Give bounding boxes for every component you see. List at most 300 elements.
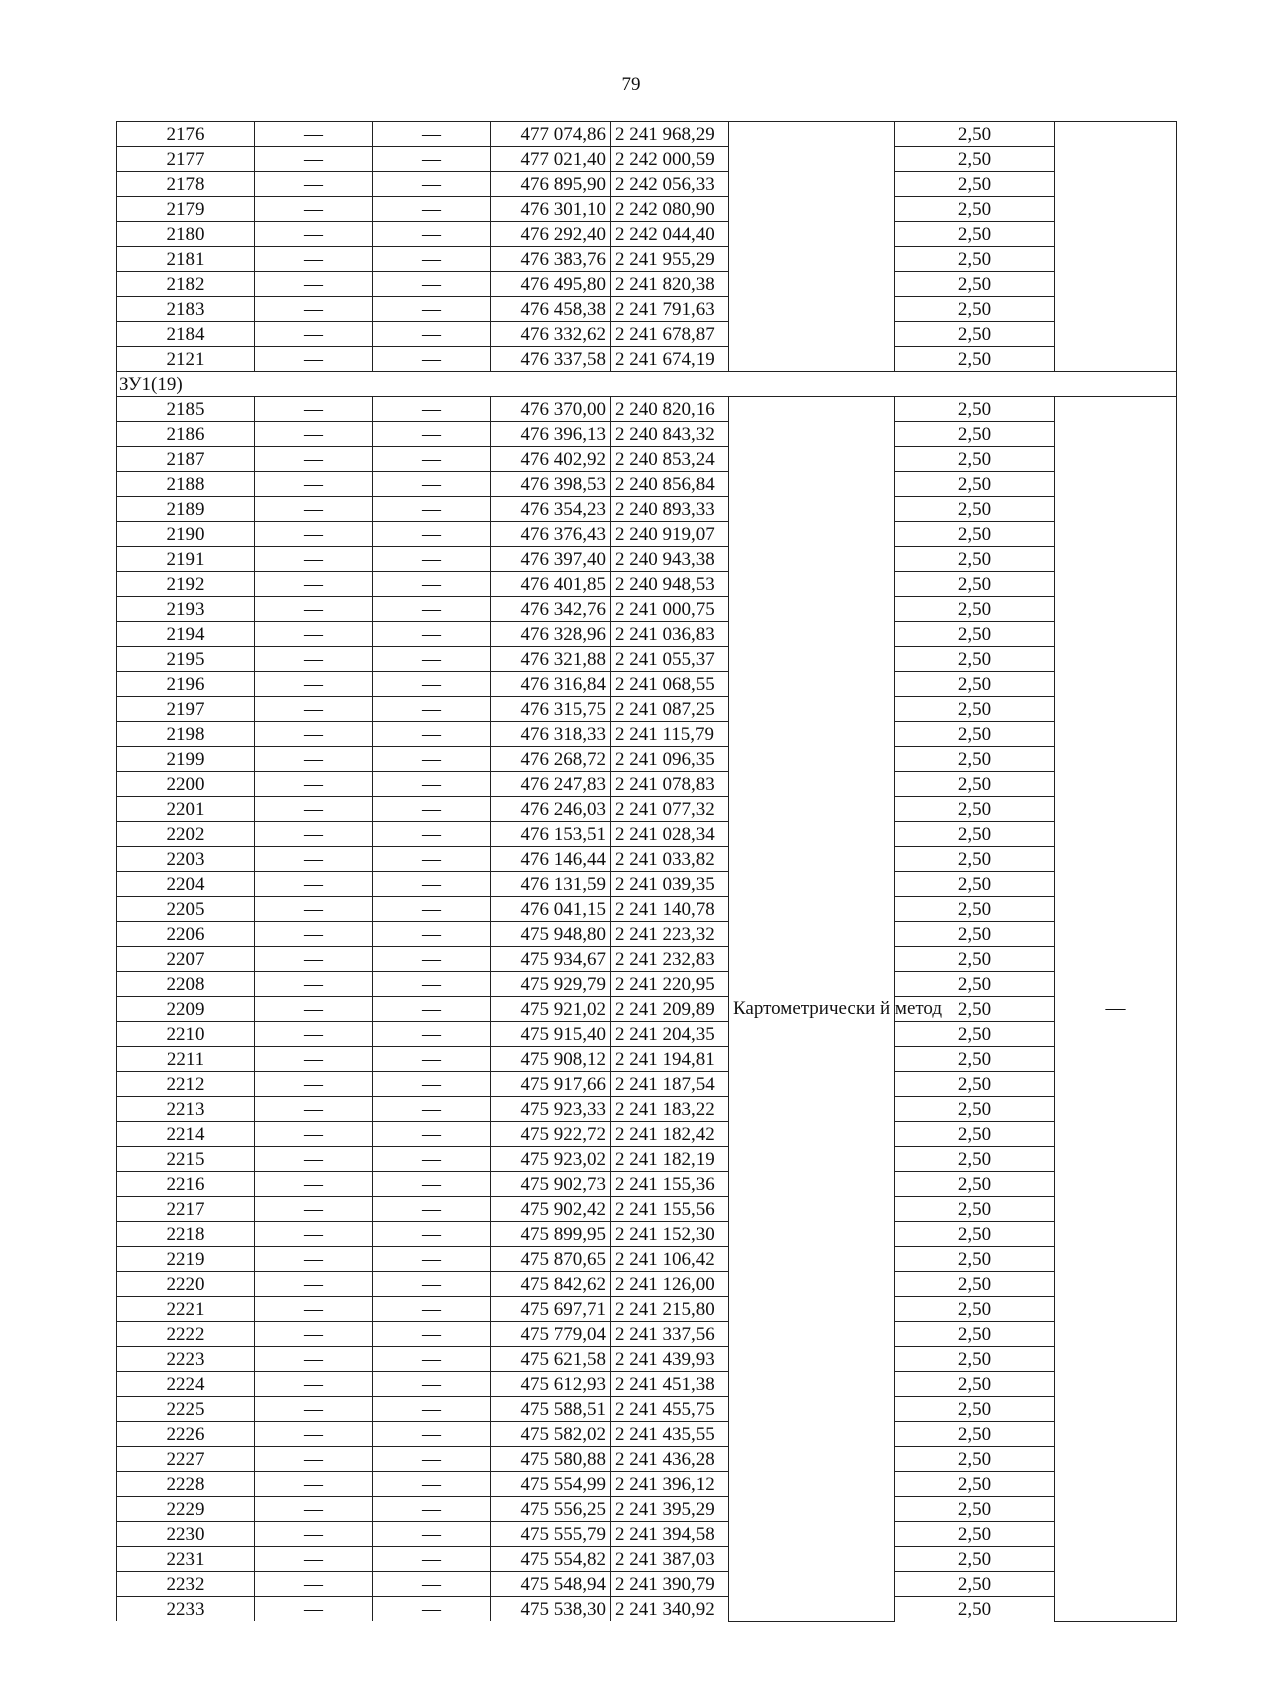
x-coordinate-cell: 476 396,13: [491, 422, 611, 447]
accuracy-cell: 2,50: [895, 1597, 1055, 1622]
table-row: [117, 1097, 1177, 1122]
dash-cell: —: [373, 897, 491, 922]
dash-cell: —: [373, 747, 491, 772]
accuracy-cell: 2,50: [895, 497, 1055, 522]
dash-cell: —: [373, 197, 491, 222]
accuracy-cell: 2,50: [895, 897, 1055, 922]
x-coordinate-cell: 475 921,02: [491, 997, 611, 1022]
accuracy-cell: 2,50: [895, 147, 1055, 172]
x-coordinate-cell: 475 870,65: [491, 1247, 611, 1272]
table-row: [117, 247, 1177, 272]
y-coordinate-cell: 2 241 340,92: [611, 1597, 729, 1622]
dash-cell: —: [373, 1072, 491, 1097]
dash-cell: —: [373, 947, 491, 972]
point-number-cell: 2232: [117, 1572, 255, 1597]
table-row: [117, 572, 1177, 597]
point-number-cell: 2121: [117, 347, 255, 372]
x-coordinate-cell: 475 555,79: [491, 1522, 611, 1547]
point-number-cell: 2198: [117, 722, 255, 747]
point-number-cell: 2189: [117, 497, 255, 522]
y-coordinate-cell: 2 241 209,89: [611, 997, 729, 1022]
accuracy-cell: 2,50: [895, 447, 1055, 472]
x-coordinate-cell: 475 612,93: [491, 1372, 611, 1397]
x-coordinate-cell: 476 337,58: [491, 347, 611, 372]
x-coordinate-cell: 475 842,62: [491, 1272, 611, 1297]
table-row: [117, 322, 1177, 347]
y-coordinate-cell: 2 241 394,58: [611, 1522, 729, 1547]
table-row: [117, 747, 1177, 772]
point-number-cell: 2200: [117, 772, 255, 797]
point-number-cell: 2178: [117, 172, 255, 197]
point-number-cell: 2182: [117, 272, 255, 297]
accuracy-cell: 2,50: [895, 397, 1055, 422]
dash-cell: —: [373, 822, 491, 847]
dash-cell: —: [373, 797, 491, 822]
dash-cell: —: [373, 1522, 491, 1547]
x-coordinate-cell: 475 548,94: [491, 1572, 611, 1597]
dash-cell: —: [373, 1322, 491, 1347]
accuracy-cell: 2,50: [895, 572, 1055, 597]
accuracy-cell: 2,50: [895, 1472, 1055, 1497]
table-row: [117, 1572, 1177, 1597]
dash-cell: —: [255, 272, 373, 297]
dash-cell: —: [255, 597, 373, 622]
table-row: [117, 972, 1177, 997]
dash-cell: —: [373, 497, 491, 522]
y-coordinate-cell: 2 241 435,55: [611, 1422, 729, 1447]
y-coordinate-cell: 2 240 843,32: [611, 422, 729, 447]
point-number-cell: 2226: [117, 1422, 255, 1447]
point-number-cell: 2205: [117, 897, 255, 922]
point-number-cell: 2213: [117, 1097, 255, 1122]
y-coordinate-cell: 2 241 337,56: [611, 1322, 729, 1347]
y-coordinate-cell: 2 241 126,00: [611, 1272, 729, 1297]
y-coordinate-cell: 2 242 044,40: [611, 222, 729, 247]
x-coordinate-cell: 476 268,72: [491, 747, 611, 772]
dash-cell: —: [373, 1272, 491, 1297]
last-column-cell: —: [1055, 397, 1177, 1622]
x-coordinate-cell: 475 779,04: [491, 1322, 611, 1347]
dash-cell: —: [255, 1372, 373, 1397]
dash-cell: —: [255, 322, 373, 347]
point-number-cell: 2180: [117, 222, 255, 247]
point-number-cell: 2185: [117, 397, 255, 422]
dash-cell: —: [255, 622, 373, 647]
dash-cell: —: [373, 997, 491, 1022]
accuracy-cell: 2,50: [895, 1072, 1055, 1097]
dash-cell: —: [373, 172, 491, 197]
table-row: [117, 397, 1177, 422]
y-coordinate-cell: 2 241 078,83: [611, 772, 729, 797]
dash-cell: —: [255, 1572, 373, 1597]
accuracy-cell: 2,50: [895, 1522, 1055, 1547]
accuracy-cell: 2,50: [895, 797, 1055, 822]
table-row: [117, 672, 1177, 697]
dash-cell: —: [373, 297, 491, 322]
dash-cell: —: [373, 1022, 491, 1047]
y-coordinate-cell: 2 241 215,80: [611, 1297, 729, 1322]
point-number-cell: 2218: [117, 1222, 255, 1247]
dash-cell: —: [373, 122, 491, 147]
dash-cell: —: [255, 1197, 373, 1222]
table-row: [117, 1547, 1177, 1572]
point-number-cell: 2190: [117, 522, 255, 547]
table-row: [117, 1022, 1177, 1047]
dash-cell: —: [255, 447, 373, 472]
x-coordinate-cell: 476 495,80: [491, 272, 611, 297]
dash-cell: —: [255, 1022, 373, 1047]
table-row: [117, 1397, 1177, 1422]
table-row: [117, 447, 1177, 472]
x-coordinate-cell: 476 354,23: [491, 497, 611, 522]
dash-cell: —: [255, 1247, 373, 1272]
table-row: [117, 1297, 1177, 1322]
y-coordinate-cell: 2 241 968,29: [611, 122, 729, 147]
dash-cell: —: [255, 772, 373, 797]
y-coordinate-cell: 2 242 000,59: [611, 147, 729, 172]
table-row: [117, 347, 1177, 372]
accuracy-cell: 2,50: [895, 1272, 1055, 1297]
table-row: [117, 847, 1177, 872]
accuracy-cell: 2,50: [895, 672, 1055, 697]
y-coordinate-cell: 2 240 893,33: [611, 497, 729, 522]
dash-cell: —: [373, 222, 491, 247]
accuracy-cell: 2,50: [895, 972, 1055, 997]
y-coordinate-cell: 2 241 187,54: [611, 1072, 729, 1097]
dash-cell: —: [255, 1447, 373, 1472]
point-number-cell: 2194: [117, 622, 255, 647]
dash-cell: —: [373, 422, 491, 447]
accuracy-cell: 2,50: [895, 1122, 1055, 1147]
x-coordinate-cell: 476 398,53: [491, 472, 611, 497]
dash-cell: —: [373, 572, 491, 597]
point-number-cell: 2206: [117, 922, 255, 947]
table-row: [117, 147, 1177, 172]
accuracy-cell: 2,50: [895, 272, 1055, 297]
x-coordinate-cell: 475 923,33: [491, 1097, 611, 1122]
y-coordinate-cell: 2 241 232,83: [611, 947, 729, 972]
y-coordinate-cell: 2 241 455,75: [611, 1397, 729, 1422]
y-coordinate-cell: 2 240 948,53: [611, 572, 729, 597]
table-row: [117, 272, 1177, 297]
table-row: [117, 772, 1177, 797]
method-cell: Картометрически й метод: [729, 397, 895, 1622]
x-coordinate-cell: 475 588,51: [491, 1397, 611, 1422]
dash-cell: —: [255, 347, 373, 372]
y-coordinate-cell: 2 241 033,82: [611, 847, 729, 872]
table-row: [117, 547, 1177, 572]
x-coordinate-cell: 476 292,40: [491, 222, 611, 247]
point-number-cell: 2231: [117, 1547, 255, 1572]
dash-cell: —: [255, 947, 373, 972]
x-coordinate-cell: 475 582,02: [491, 1422, 611, 1447]
dash-cell: —: [373, 847, 491, 872]
y-coordinate-cell: 2 241 387,03: [611, 1547, 729, 1572]
point-number-cell: 2179: [117, 197, 255, 222]
dash-cell: —: [255, 847, 373, 872]
x-coordinate-cell: 475 899,95: [491, 1222, 611, 1247]
point-number-cell: 2188: [117, 472, 255, 497]
x-coordinate-cell: 476 401,85: [491, 572, 611, 597]
table-row: [117, 1497, 1177, 1522]
point-number-cell: 2223: [117, 1347, 255, 1372]
dash-cell: —: [373, 1572, 491, 1597]
dash-cell: —: [373, 522, 491, 547]
x-coordinate-cell: 475 697,71: [491, 1297, 611, 1322]
accuracy-cell: 2,50: [895, 547, 1055, 572]
point-number-cell: 2186: [117, 422, 255, 447]
point-number-cell: 2209: [117, 997, 255, 1022]
y-coordinate-cell: 2 241 223,32: [611, 922, 729, 947]
x-coordinate-cell: 475 902,42: [491, 1197, 611, 1222]
accuracy-cell: 2,50: [895, 1172, 1055, 1197]
dash-cell: —: [255, 147, 373, 172]
accuracy-cell: 2,50: [895, 297, 1055, 322]
y-coordinate-cell: 2 241 451,38: [611, 1372, 729, 1397]
table-row: [117, 797, 1177, 822]
table-row: [117, 647, 1177, 672]
dash-cell: —: [373, 1547, 491, 1572]
x-coordinate-cell: 475 929,79: [491, 972, 611, 997]
accuracy-cell: 2,50: [895, 772, 1055, 797]
y-coordinate-cell: 2 241 039,35: [611, 872, 729, 897]
y-coordinate-cell: 2 241 674,19: [611, 347, 729, 372]
x-coordinate-cell: 476 316,84: [491, 672, 611, 697]
dash-cell: —: [373, 922, 491, 947]
dash-cell: —: [373, 1347, 491, 1372]
dash-cell: —: [255, 1497, 373, 1522]
point-number-cell: 2196: [117, 672, 255, 697]
table-row: [117, 522, 1177, 547]
dash-cell: —: [373, 1397, 491, 1422]
point-number-cell: 2204: [117, 872, 255, 897]
y-coordinate-cell: 2 241 436,28: [611, 1447, 729, 1472]
y-coordinate-cell: 2 241 155,36: [611, 1172, 729, 1197]
accuracy-cell: 2,50: [895, 1247, 1055, 1272]
x-coordinate-cell: 475 580,88: [491, 1447, 611, 1472]
point-number-cell: 2228: [117, 1472, 255, 1497]
table-row: [117, 1147, 1177, 1172]
x-coordinate-cell: 475 556,25: [491, 1497, 611, 1522]
x-coordinate-cell: 475 934,67: [491, 947, 611, 972]
y-coordinate-cell: 2 241 055,37: [611, 647, 729, 672]
accuracy-cell: 2,50: [895, 1347, 1055, 1372]
dash-cell: —: [255, 547, 373, 572]
table-row: [117, 697, 1177, 722]
dash-cell: —: [373, 722, 491, 747]
accuracy-cell: 2,50: [895, 722, 1055, 747]
table-row: [117, 897, 1177, 922]
dash-cell: —: [255, 172, 373, 197]
dash-cell: —: [373, 1172, 491, 1197]
x-coordinate-cell: 475 554,82: [491, 1547, 611, 1572]
table-row: [117, 722, 1177, 747]
dash-cell: —: [255, 922, 373, 947]
dash-cell: —: [255, 747, 373, 772]
accuracy-cell: 2,50: [895, 1547, 1055, 1572]
x-coordinate-cell: 475 923,02: [491, 1147, 611, 1172]
point-number-cell: 2187: [117, 447, 255, 472]
dash-cell: —: [373, 272, 491, 297]
dash-cell: —: [373, 472, 491, 497]
accuracy-cell: 2,50: [895, 1397, 1055, 1422]
y-coordinate-cell: 2 242 056,33: [611, 172, 729, 197]
dash-cell: —: [373, 347, 491, 372]
table-row: [117, 997, 1177, 1022]
point-number-cell: 2202: [117, 822, 255, 847]
point-number-cell: 2217: [117, 1197, 255, 1222]
y-coordinate-cell: 2 241 204,35: [611, 1022, 729, 1047]
table-row: [117, 1422, 1177, 1447]
table-row: [117, 1447, 1177, 1472]
accuracy-cell: 2,50: [895, 1422, 1055, 1447]
table-row: [117, 1322, 1177, 1347]
point-number-cell: 2207: [117, 947, 255, 972]
x-coordinate-cell: 476 301,10: [491, 197, 611, 222]
dash-cell: —: [255, 1597, 373, 1622]
table-row: [117, 1272, 1177, 1297]
dash-cell: —: [373, 247, 491, 272]
y-coordinate-cell: 2 241 395,29: [611, 1497, 729, 1522]
dash-cell: —: [255, 1522, 373, 1547]
accuracy-cell: 2,50: [895, 747, 1055, 772]
x-coordinate-cell: 475 948,80: [491, 922, 611, 947]
y-coordinate-cell: 2 241 087,25: [611, 697, 729, 722]
accuracy-cell: 2,50: [895, 872, 1055, 897]
dash-cell: —: [255, 972, 373, 997]
point-number-cell: 2177: [117, 147, 255, 172]
table-row: [117, 1247, 1177, 1272]
section-row: [117, 372, 1177, 397]
dash-cell: —: [373, 1497, 491, 1522]
y-coordinate-cell: 2 241 390,79: [611, 1572, 729, 1597]
x-coordinate-cell: 476 153,51: [491, 822, 611, 847]
accuracy-cell: 2,50: [895, 647, 1055, 672]
dash-cell: —: [255, 1122, 373, 1147]
dash-cell: —: [373, 1372, 491, 1397]
dash-cell: —: [255, 647, 373, 672]
dash-cell: —: [255, 247, 373, 272]
accuracy-cell: 2,50: [895, 697, 1055, 722]
table-row: [117, 1197, 1177, 1222]
table-row: [117, 172, 1177, 197]
dash-cell: —: [373, 672, 491, 697]
point-number-cell: 2184: [117, 322, 255, 347]
x-coordinate-cell: 475 908,12: [491, 1047, 611, 1072]
dash-cell: —: [255, 1222, 373, 1247]
dash-cell: —: [255, 397, 373, 422]
dash-cell: —: [373, 1472, 491, 1497]
point-number-cell: 2230: [117, 1522, 255, 1547]
y-coordinate-cell: 2 240 919,07: [611, 522, 729, 547]
dash-cell: —: [255, 1297, 373, 1322]
dash-cell: —: [373, 1222, 491, 1247]
dash-cell: —: [373, 547, 491, 572]
accuracy-cell: 2,50: [895, 997, 1055, 1022]
accuracy-cell: 2,50: [895, 347, 1055, 372]
y-coordinate-cell: 2 241 955,29: [611, 247, 729, 272]
y-coordinate-cell: 2 241 000,75: [611, 597, 729, 622]
x-coordinate-cell: 476 332,62: [491, 322, 611, 347]
accuracy-cell: 2,50: [895, 847, 1055, 872]
dash-cell: —: [255, 797, 373, 822]
y-coordinate-cell: 2 241 183,22: [611, 1097, 729, 1122]
accuracy-cell: 2,50: [895, 472, 1055, 497]
accuracy-cell: 2,50: [895, 922, 1055, 947]
accuracy-cell: 2,50: [895, 172, 1055, 197]
x-coordinate-cell: 476 318,33: [491, 722, 611, 747]
x-coordinate-cell: 476 402,92: [491, 447, 611, 472]
table-row: [117, 472, 1177, 497]
y-coordinate-cell: 2 241 182,19: [611, 1147, 729, 1172]
table-row: [117, 1072, 1177, 1097]
y-coordinate-cell: 2 241 439,93: [611, 1347, 729, 1372]
dash-cell: —: [373, 397, 491, 422]
point-number-cell: 2225: [117, 1397, 255, 1422]
table-row: [117, 922, 1177, 947]
table-row: [117, 1522, 1177, 1547]
x-coordinate-cell: 476 131,59: [491, 872, 611, 897]
y-coordinate-cell: 2 240 856,84: [611, 472, 729, 497]
point-number-cell: 2211: [117, 1047, 255, 1072]
x-coordinate-cell: 476 321,88: [491, 647, 611, 672]
dash-cell: —: [255, 1047, 373, 1072]
x-coordinate-cell: 477 074,86: [491, 122, 611, 147]
accuracy-cell: 2,50: [895, 1147, 1055, 1172]
dash-cell: —: [255, 1072, 373, 1097]
point-number-cell: 2210: [117, 1022, 255, 1047]
accuracy-cell: 2,50: [895, 322, 1055, 347]
y-coordinate-cell: 2 241 220,95: [611, 972, 729, 997]
accuracy-cell: 2,50: [895, 122, 1055, 147]
x-coordinate-cell: 477 021,40: [491, 147, 611, 172]
table-row: [117, 822, 1177, 847]
y-coordinate-cell: 2 241 036,83: [611, 622, 729, 647]
x-coordinate-cell: 476 895,90: [491, 172, 611, 197]
dash-cell: —: [255, 472, 373, 497]
x-coordinate-cell: 475 917,66: [491, 1072, 611, 1097]
dash-cell: —: [255, 572, 373, 597]
dash-cell: —: [373, 872, 491, 897]
dash-cell: —: [255, 1147, 373, 1172]
accuracy-cell: 2,50: [895, 197, 1055, 222]
point-number-cell: 2192: [117, 572, 255, 597]
y-coordinate-cell: 2 241 396,12: [611, 1472, 729, 1497]
point-number-cell: 2221: [117, 1297, 255, 1322]
point-number-cell: 2176: [117, 122, 255, 147]
dash-cell: —: [373, 647, 491, 672]
accuracy-cell: 2,50: [895, 422, 1055, 447]
x-coordinate-cell: 476 328,96: [491, 622, 611, 647]
dash-cell: —: [373, 1197, 491, 1222]
point-number-cell: 2181: [117, 247, 255, 272]
point-number-cell: 2224: [117, 1372, 255, 1397]
point-number-cell: 2195: [117, 647, 255, 672]
accuracy-cell: 2,50: [895, 222, 1055, 247]
y-coordinate-cell: 2 241 096,35: [611, 747, 729, 772]
table-row: [117, 622, 1177, 647]
point-number-cell: 2233: [117, 1597, 255, 1622]
table-row: [117, 1372, 1177, 1397]
table-row: [117, 422, 1177, 447]
point-number-cell: 2191: [117, 547, 255, 572]
dash-cell: —: [373, 1047, 491, 1072]
dash-cell: —: [373, 322, 491, 347]
table-row: [117, 597, 1177, 622]
y-coordinate-cell: 2 240 943,38: [611, 547, 729, 572]
dash-cell: —: [373, 1297, 491, 1322]
accuracy-cell: 2,50: [895, 1497, 1055, 1522]
